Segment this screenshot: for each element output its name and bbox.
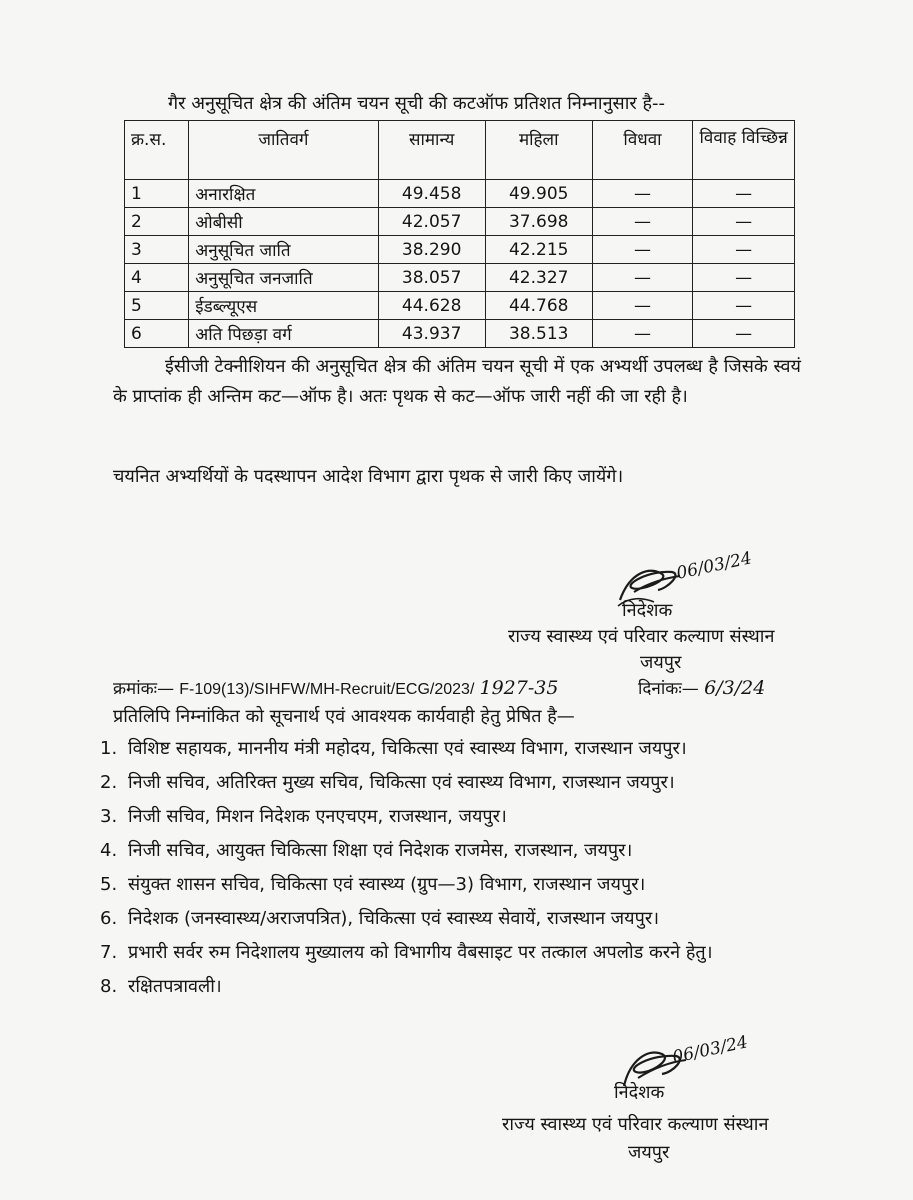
list-item-number: 2. xyxy=(100,772,118,793)
list-item-text: निजी सचिव, अतिरिक्त मुख्य सचिव, चिकित्सा एवं स्वास्थ्य विभाग, राजस्थान जयपुर। xyxy=(128,772,675,793)
list-item-text: निदेशक (जनस्वास्थ्य/अराजपत्रित), चिकित्सा एवं स्वास्थ्य सेवायें, राजस्थान जयपुर। xyxy=(128,908,660,929)
row-divorcee: — xyxy=(693,208,795,236)
reference-label: क्रमांकः— xyxy=(113,679,175,699)
row-general: 44.628 xyxy=(378,292,485,320)
date-label: दिनांकः— xyxy=(638,679,699,699)
list-item-number: 1. xyxy=(100,738,118,759)
header-women: महिला xyxy=(485,121,592,180)
list-item-number: 4. xyxy=(100,840,118,861)
list-item-text: संयुक्त शासन सचिव, चिकित्सा एवं स्वास्थ्य (ग्रुप—3) विभाग, राजस्थान जयपुर। xyxy=(128,874,646,895)
header-general: सामान्य xyxy=(378,121,485,180)
row-category: ओबीसी xyxy=(189,208,378,236)
row-widow: — xyxy=(592,320,693,348)
list-item-number: 3. xyxy=(100,806,118,827)
row-category: अनारक्षित xyxy=(189,180,378,208)
list-item-text: प्रभारी सर्वर रुम निदेशालय मुख्यालय को विभागीय वैबसाइट पर तत्काल अपलोड करने हेतु। xyxy=(128,942,713,963)
list-item-text: निजी सचिव, आयुक्त चिकित्सा शिक्षा एवं निदेशक राजमेस, राजस्थान, जयपुर। xyxy=(128,840,633,861)
row-sn: 3 xyxy=(125,236,189,264)
reference-number-line xyxy=(113,676,558,699)
table-row xyxy=(125,320,795,348)
row-sn: 2 xyxy=(125,208,189,236)
copy-to-intro: प्रतिलिपि निम्नांकित को सूचनार्थ एवं आवश्यक कार्यवाही हेतु प्रेषित है— xyxy=(113,706,575,727)
cutoff-table xyxy=(124,120,795,348)
row-widow: — xyxy=(592,236,693,264)
list-item xyxy=(100,902,713,936)
handwritten-date: 6/3/24 xyxy=(704,677,766,699)
row-widow: — xyxy=(592,208,693,236)
posting-order-note: चयनित अभ्यर्थियों के पदस्थापन आदेश विभाग द्वारा पृथक से जारी किए जायेंगे। xyxy=(113,466,624,487)
row-widow: — xyxy=(592,264,693,292)
row-widow: — xyxy=(592,180,693,208)
header-sn: क्र.स. xyxy=(125,121,189,180)
row-women: 38.513 xyxy=(485,320,592,348)
row-divorcee: — xyxy=(693,180,795,208)
row-general: 42.057 xyxy=(378,208,485,236)
header-category: जातिवर्ग xyxy=(189,121,378,180)
copy-recipients-list xyxy=(100,732,713,1004)
issue-date-line xyxy=(638,676,765,699)
reference-handwritten-number: 1927-35 xyxy=(479,677,559,699)
row-category: ईडब्ल्यूएस xyxy=(189,292,378,320)
list-item-text: निजी सचिव, मिशन निदेशक एनएचएम, राजस्थान, जयपुर। xyxy=(128,806,507,827)
row-sn: 6 xyxy=(125,320,189,348)
list-item xyxy=(100,868,713,902)
table-row xyxy=(125,264,795,292)
table-row xyxy=(125,236,795,264)
list-item-text: विशिष्ट सहायक, माननीय मंत्री महोदय, चिकित्सा एवं स्वास्थ्य विभाग, राजस्थान जयपुर। xyxy=(128,738,687,759)
list-item xyxy=(100,800,713,834)
row-general: 43.937 xyxy=(378,320,485,348)
list-item xyxy=(100,766,713,800)
row-sn: 4 xyxy=(125,264,189,292)
row-widow: — xyxy=(592,292,693,320)
table-row xyxy=(125,292,795,320)
list-item xyxy=(100,732,713,766)
row-general: 49.458 xyxy=(378,180,485,208)
signature-1-title: निदेशक xyxy=(622,600,673,621)
row-divorcee: — xyxy=(693,236,795,264)
scheduled-area-note-text: ईसीजी टेक्नीशियन की अनुसूचित क्षेत्र की अंतिम चयन सूची में एक अभ्यर्थी उपलब्ध है जिसके स्वयं के प्राप्तांक ही अन्तिम कट—ऑफ है। अतः पृथक से कट—ऑफ जारी नहीं की जा रही है। xyxy=(113,356,801,407)
row-sn: 1 xyxy=(125,180,189,208)
list-item xyxy=(100,970,713,1004)
row-women: 49.905 xyxy=(485,180,592,208)
list-item-number: 7. xyxy=(100,942,118,963)
row-category: अनुसूचित जाति xyxy=(189,236,378,264)
row-general: 38.290 xyxy=(378,236,485,264)
list-item xyxy=(100,936,713,970)
signature-2-handwritten-date: 06/03/24 xyxy=(670,1032,750,1068)
row-women: 42.215 xyxy=(485,236,592,264)
row-divorcee: — xyxy=(693,264,795,292)
table-header-row xyxy=(125,121,795,180)
row-women: 37.698 xyxy=(485,208,592,236)
signature-1-handwritten-date: 06/03/24 xyxy=(674,548,754,584)
signature-2-org: राज्य स्वास्थ्य एवं परिवार कल्याण संस्थान xyxy=(502,1114,769,1135)
header-divorcee: विवाह विच्छिन्न xyxy=(693,121,795,180)
row-divorcee: — xyxy=(693,320,795,348)
signature-2-title: निदेशक xyxy=(614,1082,665,1103)
row-divorcee: — xyxy=(693,292,795,320)
signature-1-org: राज्य स्वास्थ्य एवं परिवार कल्याण संस्थान xyxy=(508,626,775,647)
scheduled-area-note xyxy=(113,352,801,412)
reference-number: F-109(13)/SIHFW/MH-Recruit/ECG/2023/ xyxy=(179,681,475,698)
list-item xyxy=(100,834,713,868)
table-row xyxy=(125,180,795,208)
signature-1-city: जयपुर xyxy=(640,652,682,673)
row-women: 42.327 xyxy=(485,264,592,292)
header-widow: विधवा xyxy=(592,121,693,180)
list-item-number: 6. xyxy=(100,908,118,929)
signature-2-city: जयपुर xyxy=(628,1142,670,1163)
row-category: अनुसूचित जनजाति xyxy=(189,264,378,292)
list-item-text: रक्षितपत्रावली। xyxy=(128,976,222,997)
row-sn: 5 xyxy=(125,292,189,320)
row-general: 38.057 xyxy=(378,264,485,292)
list-item-number: 8. xyxy=(100,976,118,997)
row-category: अति पिछड़ा वर्ग xyxy=(189,320,378,348)
list-item-number: 5. xyxy=(100,874,118,895)
cutoff-heading: गैर अनुसूचित क्षेत्र की अंतिम चयन सूची की कटऑफ प्रतिशत निम्नानुसार है-- xyxy=(168,93,666,114)
table-row xyxy=(125,208,795,236)
row-women: 44.768 xyxy=(485,292,592,320)
